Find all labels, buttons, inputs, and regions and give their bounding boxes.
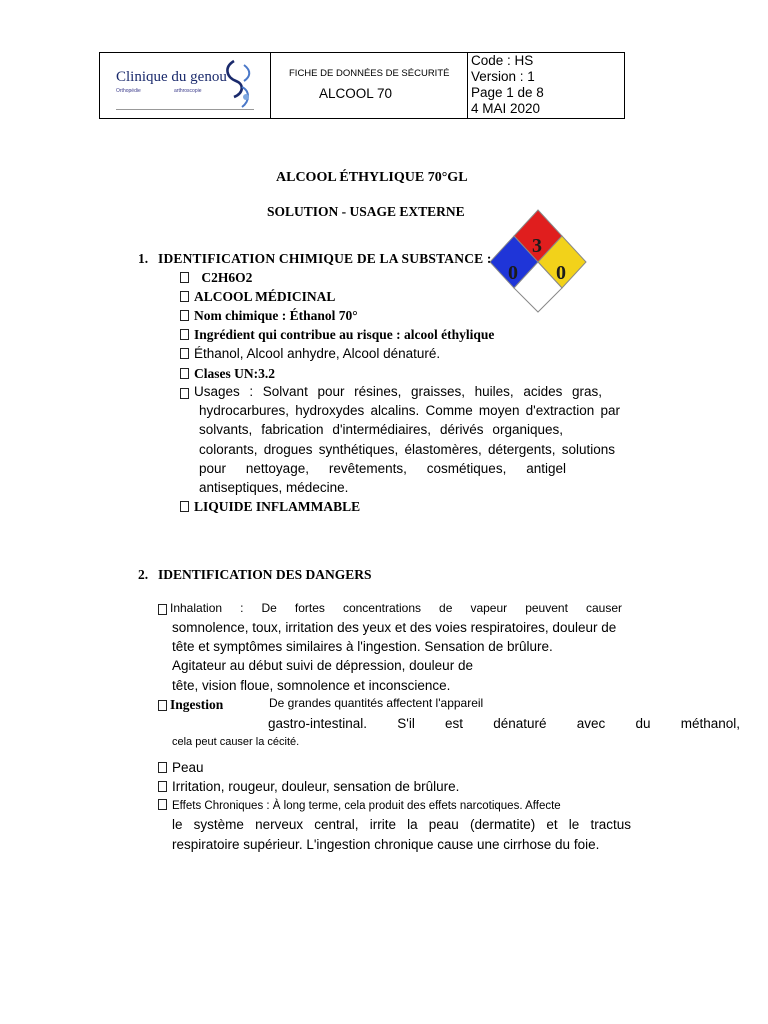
document-subtitle: SOLUTION - USAGE EXTERNE — [267, 204, 465, 219]
checkbox-bullet-icon — [180, 368, 189, 379]
checkbox-bullet-icon — [180, 388, 189, 399]
meta-cell — [468, 53, 624, 118]
section1-heading: IDENTIFICATION CHIMIQUE DE LA SUBSTANCE : — [158, 251, 492, 266]
section2-heading: IDENTIFICATION DES DANGERS — [158, 567, 372, 582]
list-item — [180, 270, 252, 286]
synonyms: Éthanol, Alcool anhydre, Alcool dénaturé. — [194, 346, 441, 361]
checkbox-bullet-icon — [158, 781, 167, 792]
logo-subtitle-left: Orthopédie — [116, 88, 141, 94]
clinic-logo — [112, 57, 260, 113]
logo-name: Clinique du genou — [116, 69, 227, 85]
inhalation-line: tête, vision floue, somnolence et inconscience. — [172, 678, 451, 693]
chronic-line: respiratoire supérieur. L'ingestion chronique cause une cirrhose du foie. — [172, 837, 600, 852]
chronic-line: Effets Chroniques : À long terme, cela produit des effets narcotiques. Affecte — [172, 800, 561, 812]
usages-line: solvants, fabrication d'intermédiaires, dérivés organiques, — [199, 422, 563, 437]
list-item — [180, 499, 360, 515]
checkbox-bullet-icon — [180, 329, 189, 340]
usages-line: Usages : Solvant pour résines, graisses, huiles, acides gras, — [194, 384, 602, 399]
flammability-rating: 3 — [532, 235, 542, 257]
checkbox-bullet-icon — [158, 700, 167, 711]
checkbox-bullet-icon — [180, 501, 189, 512]
usages-line: hydrocarbures, hydroxydes alcalins. Comme moyen d'extraction par — [199, 403, 620, 418]
skin-effects: Irritation, rougeur, douleur, sensation de brûlure. — [172, 779, 460, 794]
list-item — [158, 799, 561, 812]
usages-line: antiseptiques, médecine. — [199, 480, 349, 495]
checkbox-bullet-icon — [180, 272, 189, 283]
checkbox-bullet-icon — [180, 348, 189, 359]
nfpa-hazard-diamond-icon — [490, 208, 590, 314]
flammable-label: LIQUIDE INFLAMMABLE — [194, 499, 361, 514]
doc-date: 4 MAI 2020 — [471, 101, 541, 116]
chemical-name: Nom chimique : Éthanol 70° — [194, 308, 358, 323]
checkbox-bullet-icon — [180, 291, 189, 302]
doc-version: Version : 1 — [471, 69, 535, 84]
list-item — [158, 760, 204, 775]
inhalation-line: Agitateur au début suivi de dépression, douleur de — [172, 658, 473, 673]
inhalation-line: tête et symptômes similaires à l'ingestion. Sensation de brûlure. — [172, 639, 553, 654]
reactivity-rating: 0 — [556, 262, 566, 284]
formula: C2H6O2 — [201, 270, 253, 285]
ingestion-line: De grandes quantités affectent l'appareil — [269, 696, 484, 710]
section2-number: 2. — [138, 567, 149, 582]
doc-type: FICHE DE DONNÉES DE SÉCURITÉ — [289, 68, 450, 79]
knee-logo-icon — [222, 57, 258, 109]
page-number: Page 1 de 8 — [471, 85, 544, 100]
logo-cell — [100, 53, 271, 118]
document-title: ALCOOL ÉTHYLIQUE 70°GL — [276, 170, 468, 185]
product-name: ALCOOL 70 — [319, 86, 393, 101]
list-item — [180, 308, 358, 324]
checkbox-bullet-icon — [158, 762, 167, 773]
title-cell — [271, 53, 468, 118]
medicinal-alcohol: ALCOOL MÉDICINAL — [194, 289, 336, 304]
usages-line: pour nettoyage, revêtements, cosmétiques, antigel — [199, 461, 566, 476]
section1-number: 1. — [138, 251, 149, 266]
ingestion-line: gastro-intestinal. S'il est dénaturé avec du méthanol, — [268, 716, 740, 731]
list-item — [180, 366, 275, 382]
logo-subtitle-right: arthroscopie — [174, 88, 202, 94]
header-table — [99, 52, 625, 119]
doc-code: Code : HS — [471, 53, 534, 68]
list-item — [158, 779, 459, 794]
list-item — [180, 289, 335, 305]
inhalation-line: Inhalation : De fortes concentrations de vapeur peuvent causer — [170, 601, 622, 615]
logo-underline — [116, 109, 254, 110]
ingestion-line: cela peut causer la cécité. — [172, 736, 300, 748]
checkbox-bullet-icon — [158, 799, 167, 810]
checkbox-bullet-icon — [180, 310, 189, 321]
un-class: Clases UN:3.2 — [194, 366, 275, 381]
list-item — [180, 327, 494, 343]
usages-line: colorants, drogues synthétiques, élastomères, détergents, solutions — [199, 442, 615, 457]
risk-ingredient: Ingrédient qui contribue au risque : alcool éthylique — [194, 327, 495, 342]
skin-label: Peau — [172, 760, 204, 775]
chronic-line: le système nerveux central, irrite la peau (dermatite) et le tractus — [172, 817, 631, 832]
inhalation-line: somnolence, toux, irritation des yeux et des voies respiratoires, douleur de — [172, 620, 617, 635]
list-item — [180, 346, 440, 361]
health-rating: 0 — [508, 262, 518, 284]
checkbox-bullet-icon — [158, 604, 167, 615]
ingestion-label: Ingestion — [170, 697, 224, 712]
